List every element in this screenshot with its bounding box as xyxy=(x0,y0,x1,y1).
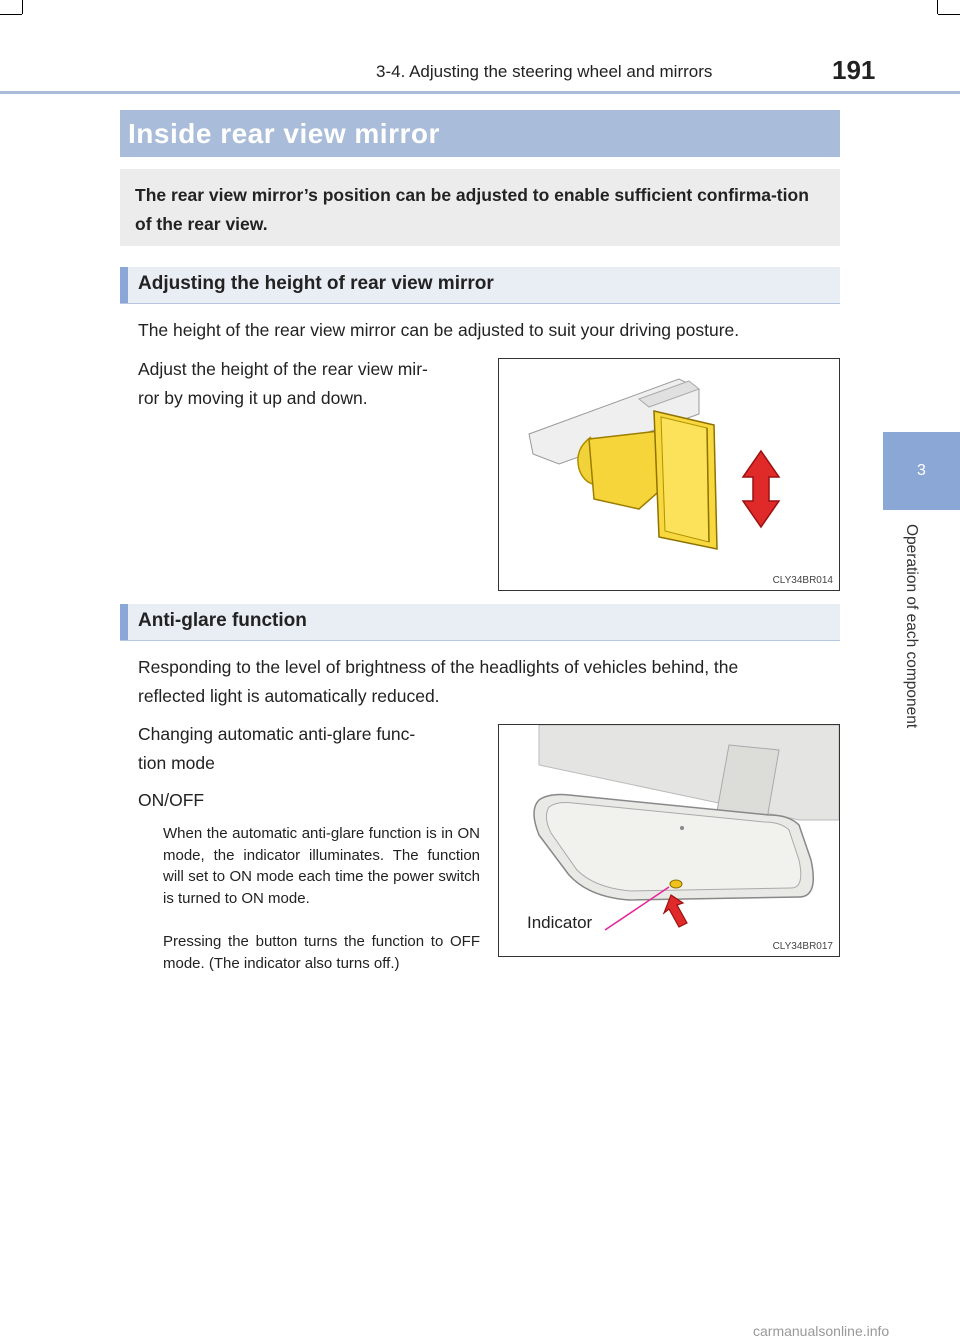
antiglare-mode-line-1: Changing automatic anti-glare func- xyxy=(138,724,416,744)
watermark: carmanualsonline.info xyxy=(753,1323,890,1339)
indicator-label: Indicator xyxy=(527,913,593,932)
subheading-height xyxy=(120,267,840,304)
header-rule xyxy=(0,91,960,94)
subheading-height-text: Adjusting the height of rear view mirror xyxy=(138,273,494,294)
height-step-line-2: ror by moving it up and down. xyxy=(138,388,368,408)
subheading-antiglare xyxy=(120,604,840,641)
crop-mark xyxy=(937,0,938,14)
on-off-label: ON/OFF xyxy=(138,790,205,810)
height-description: The height of the rear view mirror can be adjusted to suit your driving posture. xyxy=(138,320,740,340)
antiglare-mode-line-2: tion mode xyxy=(138,753,215,773)
subheading-antiglare-text: Anti-glare function xyxy=(138,610,307,631)
section-title: Inside rear view mirror xyxy=(128,118,440,149)
section-intro: The rear view mirror’s position can be adjusted to enable sufficient confirma-tion of the rear view. xyxy=(135,185,809,234)
chapter-number: 3 xyxy=(917,462,926,479)
subheading-bar xyxy=(120,604,128,640)
chapter-side-label xyxy=(900,524,920,784)
mirror-height-illustration xyxy=(499,359,839,590)
chapter-tab xyxy=(883,432,960,510)
height-step-line-1: Adjust the height of the rear view mir- xyxy=(138,359,428,379)
section-title-band xyxy=(120,110,840,157)
figure-code: CLY34BR017 xyxy=(772,941,833,952)
crop-mark xyxy=(22,0,23,14)
antiglare-note-2: Pressing the button turns the function to OFF mode. (The indicator also turns off.) xyxy=(163,933,480,972)
antiglare-figure xyxy=(498,724,840,957)
mirror-height-figure xyxy=(498,358,840,591)
section-intro-box xyxy=(120,169,840,246)
chapter-title: 3-4. Adjusting the steering wheel and mirrors xyxy=(376,62,713,81)
crop-mark xyxy=(0,14,22,15)
antiglare-description-line-1: Responding to the level of brightness of the headlights of vehicles behind, the xyxy=(138,657,739,677)
antiglare-note-1: When the automatic anti-glare function is in ON mode, the indicator illuminates. The function will set to ON mode each time the power switch is turned to ON mode. xyxy=(163,825,480,907)
antiglare-description-line-2: reflected light is automatically reduced. xyxy=(138,686,440,706)
page-number: 191 xyxy=(832,55,876,85)
crop-mark xyxy=(938,14,960,15)
figure-code: CLY34BR014 xyxy=(772,575,833,586)
chapter-label: Operation of each component xyxy=(903,524,920,729)
subheading-bar xyxy=(120,267,128,303)
